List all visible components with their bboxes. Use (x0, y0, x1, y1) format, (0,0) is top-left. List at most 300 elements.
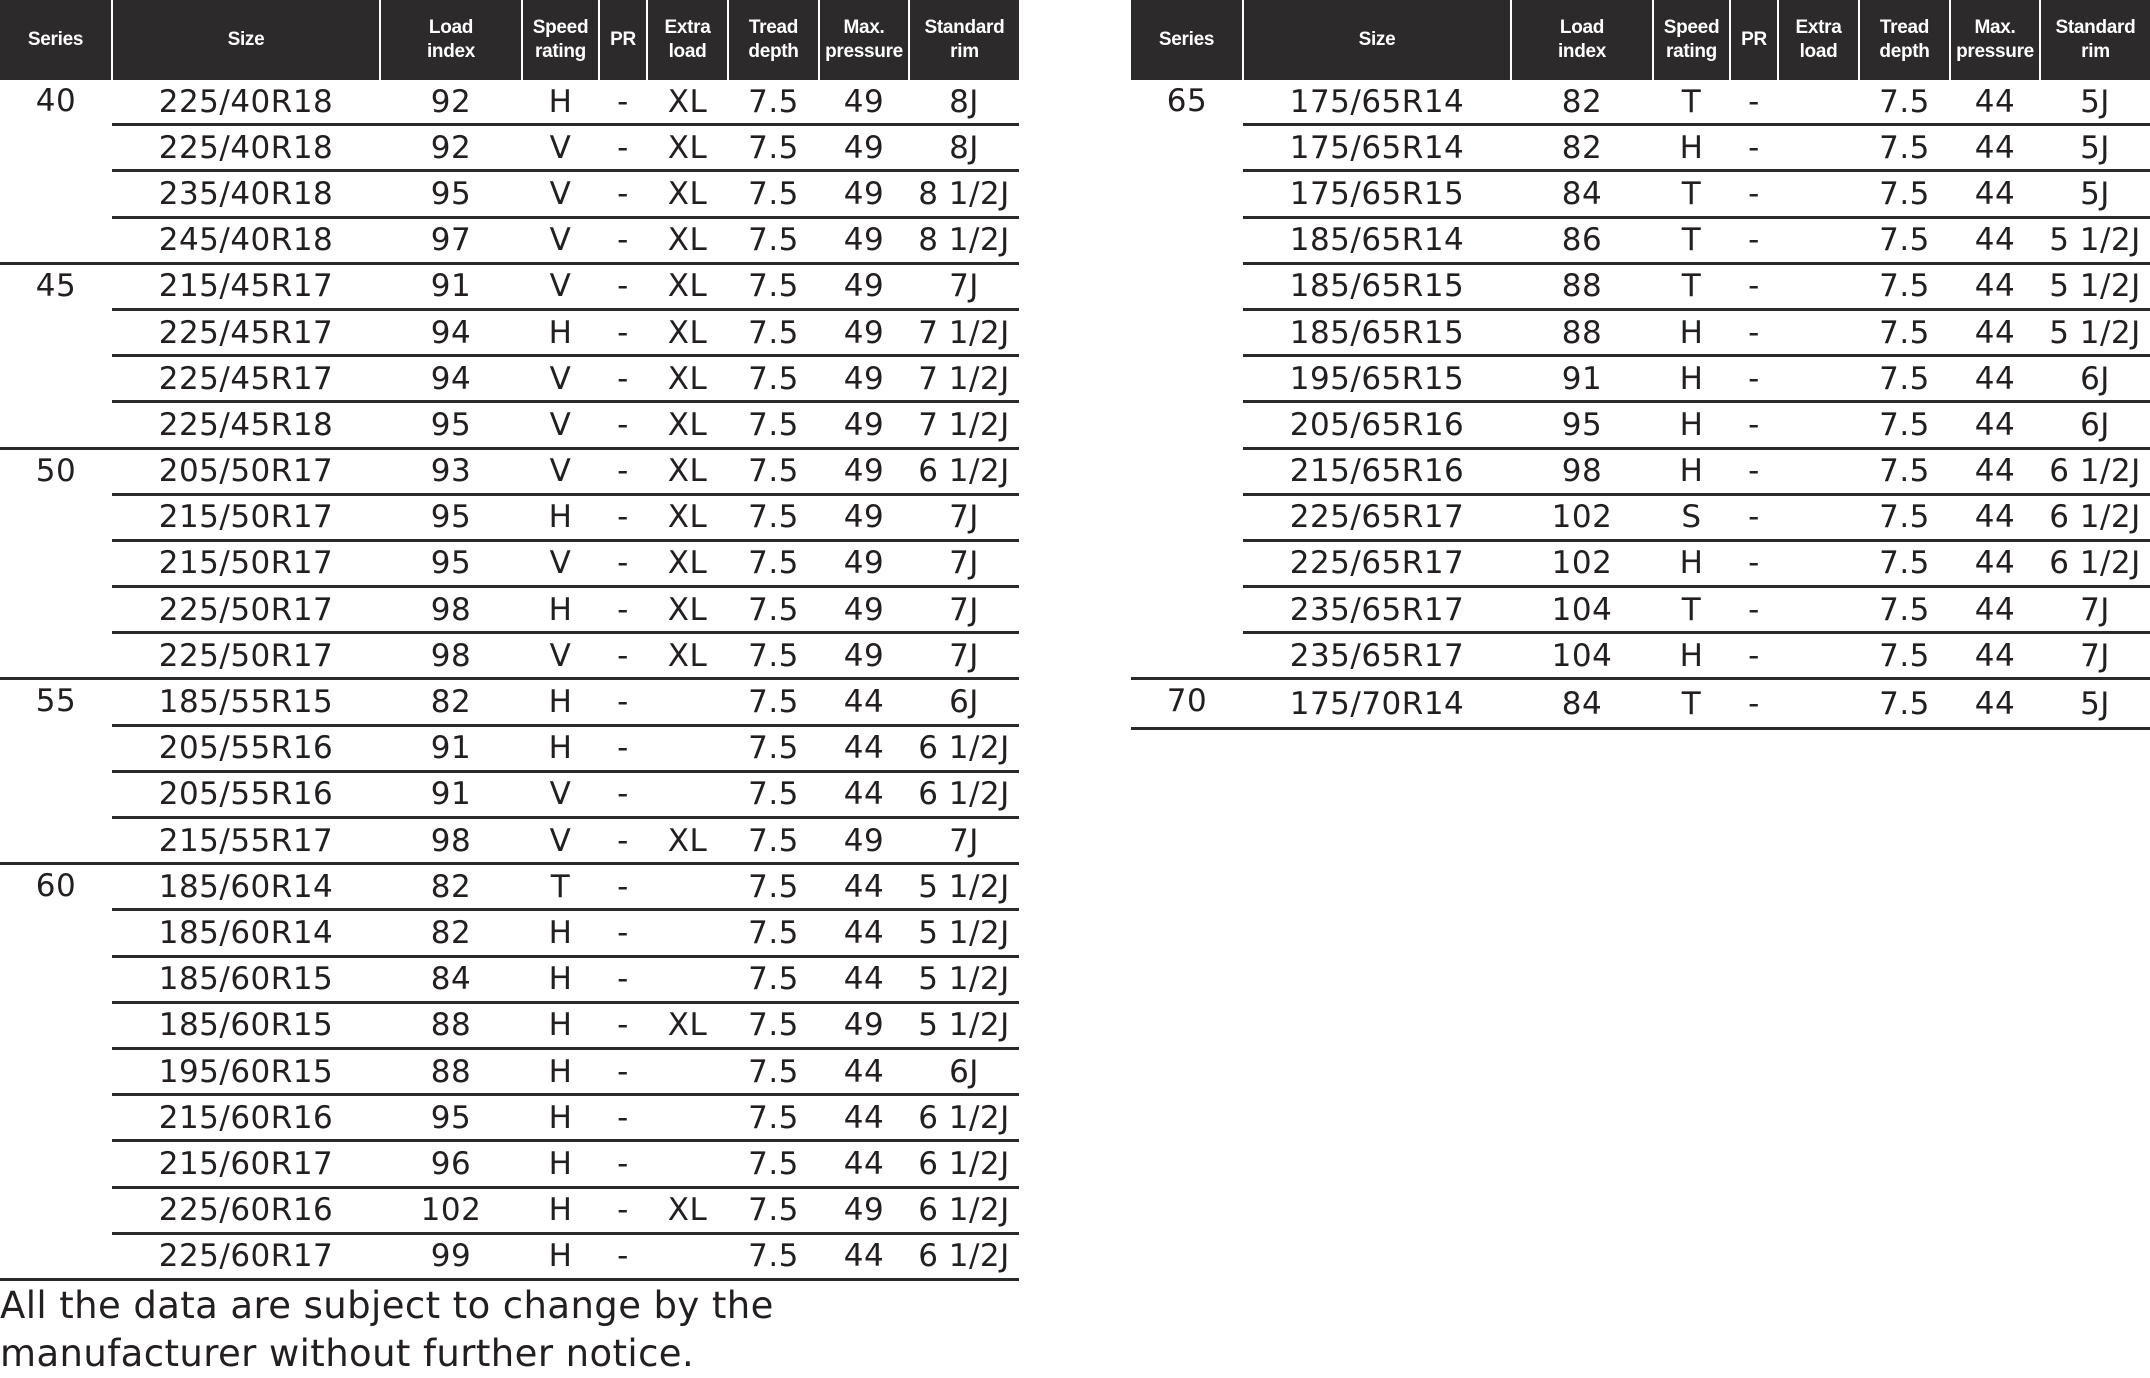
tread-depth-cell: 7.5 (1859, 309, 1950, 355)
table-row (1131, 309, 2150, 355)
speed-rating-cell: V (522, 263, 599, 309)
size-cell: 225/40R18 (112, 80, 380, 125)
load-index-cell: 95 (380, 494, 522, 540)
pr-cell: - (599, 402, 647, 448)
max-pressure-cell: 44 (1950, 402, 2040, 448)
extra-load-cell (1778, 171, 1859, 217)
load-index-cell: 88 (380, 1048, 522, 1094)
tread-depth-cell: 7.5 (728, 725, 819, 771)
header-row (0, 0, 1019, 80)
speed-rating-cell: V (522, 818, 599, 864)
load-index-cell: 93 (380, 448, 522, 494)
table-row (0, 309, 1019, 355)
speed-rating-cell: H (522, 494, 599, 540)
standard-rim-cell: 5 1/2J (909, 910, 1019, 956)
standard-rim-cell: 6 1/2J (909, 1187, 1019, 1233)
size-cell: 205/55R16 (112, 725, 380, 771)
max-pressure-cell: 44 (819, 771, 909, 817)
extra-load-cell: XL (647, 1187, 728, 1233)
tread-depth-cell: 7.5 (728, 910, 819, 956)
max-pressure-cell: 49 (819, 818, 909, 864)
size-cell: 195/65R15 (1243, 356, 1511, 402)
table-row (0, 956, 1019, 1002)
pr-cell: - (599, 356, 647, 402)
tread-depth-cell: 7.5 (728, 818, 819, 864)
pr-cell: - (599, 818, 647, 864)
max-pressure-cell: 44 (1950, 80, 2040, 125)
tread-depth-cell: 7.5 (728, 771, 819, 817)
speed-rating-cell: T (1653, 263, 1730, 309)
extra-load-cell (1778, 356, 1859, 402)
standard-rim-cell: 7J (909, 818, 1019, 864)
pr-cell: - (599, 494, 647, 540)
pr-cell: - (1730, 540, 1778, 586)
table-row (0, 1048, 1019, 1094)
max-pressure-cell: 49 (819, 587, 909, 633)
speed-rating-cell: H (1653, 309, 1730, 355)
standard-rim-cell: 6 1/2J (2040, 540, 2150, 586)
size-cell: 215/60R16 (112, 1095, 380, 1141)
extra-load-cell (647, 725, 728, 771)
tread-depth-cell: 7.5 (728, 309, 819, 355)
load-index-cell: 84 (1511, 679, 1653, 728)
pr-cell: - (1730, 633, 1778, 679)
max-pressure-cell: 44 (1950, 171, 2040, 217)
table-body (1131, 80, 2150, 728)
load-index-cell: 82 (380, 679, 522, 725)
load-index-cell: 86 (1511, 217, 1653, 263)
load-index-cell: 98 (380, 587, 522, 633)
series-cell: 45 (0, 263, 112, 448)
size-cell: 225/50R17 (112, 633, 380, 679)
pr-cell: - (599, 1048, 647, 1094)
size-cell: 225/50R17 (112, 587, 380, 633)
max-pressure-cell: 49 (819, 263, 909, 309)
load-index-cell: 84 (1511, 171, 1653, 217)
tread-depth-cell: 7.5 (728, 80, 819, 125)
extra-load-cell: XL (647, 540, 728, 586)
max-pressure-cell: 44 (1950, 263, 2040, 309)
column-header: Load index (380, 0, 522, 80)
pr-cell: - (1730, 125, 1778, 171)
column-header: Standard rim (909, 0, 1019, 80)
table-row (0, 263, 1019, 309)
pr-cell: - (599, 1187, 647, 1233)
standard-rim-cell: 5 1/2J (2040, 263, 2150, 309)
speed-rating-cell: H (522, 1002, 599, 1048)
load-index-cell: 104 (1511, 587, 1653, 633)
load-index-cell: 94 (380, 309, 522, 355)
size-cell: 175/65R15 (1243, 171, 1511, 217)
pr-cell: - (1730, 587, 1778, 633)
size-cell: 205/65R16 (1243, 402, 1511, 448)
load-index-cell: 82 (380, 910, 522, 956)
speed-rating-cell: V (522, 217, 599, 263)
standard-rim-cell: 6 1/2J (909, 725, 1019, 771)
extra-load-cell: XL (647, 448, 728, 494)
size-cell: 205/55R16 (112, 771, 380, 817)
max-pressure-cell: 49 (819, 448, 909, 494)
table-row (1131, 494, 2150, 540)
tread-depth-cell: 7.5 (728, 679, 819, 725)
table-row (1131, 217, 2150, 263)
extra-load-cell (1778, 263, 1859, 309)
load-index-cell: 99 (380, 1233, 522, 1279)
table-row (0, 864, 1019, 910)
size-cell: 175/65R14 (1243, 125, 1511, 171)
table-row (0, 1141, 1019, 1187)
standard-rim-cell: 5J (2040, 80, 2150, 125)
pr-cell: - (599, 1095, 647, 1141)
column-header: Tread depth (728, 0, 819, 80)
standard-rim-cell: 7J (2040, 633, 2150, 679)
extra-load-cell (647, 679, 728, 725)
extra-load-cell: XL (647, 402, 728, 448)
extra-load-cell (647, 1048, 728, 1094)
standard-rim-cell: 5 1/2J (909, 1002, 1019, 1048)
pr-cell: - (599, 725, 647, 771)
pr-cell: - (599, 263, 647, 309)
extra-load-cell: XL (647, 587, 728, 633)
size-cell: 205/50R17 (112, 448, 380, 494)
speed-rating-cell: T (1653, 587, 1730, 633)
table-row (1131, 679, 2150, 728)
load-index-cell: 91 (380, 771, 522, 817)
load-index-cell: 102 (1511, 540, 1653, 586)
table-row (0, 402, 1019, 448)
extra-load-cell (1778, 402, 1859, 448)
extra-load-cell (1778, 125, 1859, 171)
standard-rim-cell: 6J (2040, 356, 2150, 402)
speed-rating-cell: V (522, 633, 599, 679)
speed-rating-cell: H (522, 309, 599, 355)
load-index-cell: 92 (380, 125, 522, 171)
column-header: PR (1730, 0, 1778, 80)
table-row (1131, 633, 2150, 679)
tread-depth-cell: 7.5 (728, 1048, 819, 1094)
table-row (1131, 263, 2150, 309)
tire-spec-table-right (1131, 0, 2150, 730)
disclaimer-notice: All the data are subject to change by the manufacturer without further notice. (0, 1284, 774, 1375)
size-cell: 185/60R14 (112, 910, 380, 956)
size-cell: 225/45R17 (112, 356, 380, 402)
standard-rim-cell: 6J (909, 1048, 1019, 1094)
load-index-cell: 84 (380, 956, 522, 1002)
table-row (0, 494, 1019, 540)
table-row (0, 125, 1019, 171)
extra-load-cell: XL (647, 171, 728, 217)
table-row (0, 1095, 1019, 1141)
table-row (0, 356, 1019, 402)
standard-rim-cell: 7J (909, 587, 1019, 633)
max-pressure-cell: 49 (819, 217, 909, 263)
column-header: Speed rating (1653, 0, 1730, 80)
standard-rim-cell: 6J (909, 679, 1019, 725)
speed-rating-cell: H (522, 679, 599, 725)
extra-load-cell: XL (647, 494, 728, 540)
load-index-cell: 91 (380, 263, 522, 309)
pr-cell: - (599, 540, 647, 586)
table-row (1131, 402, 2150, 448)
pr-cell: - (599, 448, 647, 494)
size-cell: 235/65R17 (1243, 587, 1511, 633)
column-header: Size (1243, 0, 1511, 80)
speed-rating-cell: T (1653, 171, 1730, 217)
max-pressure-cell: 44 (819, 1048, 909, 1094)
speed-rating-cell: H (522, 1095, 599, 1141)
table-row (1131, 80, 2150, 125)
extra-load-cell: XL (647, 125, 728, 171)
standard-rim-cell: 6 1/2J (2040, 448, 2150, 494)
tread-depth-cell: 7.5 (728, 494, 819, 540)
table-row (0, 679, 1019, 725)
max-pressure-cell: 49 (819, 402, 909, 448)
max-pressure-cell: 44 (819, 1095, 909, 1141)
max-pressure-cell: 49 (819, 125, 909, 171)
column-header: Load index (1511, 0, 1653, 80)
size-cell: 225/65R17 (1243, 540, 1511, 586)
pr-cell: - (599, 309, 647, 355)
tread-depth-cell: 7.5 (1859, 402, 1950, 448)
load-index-cell: 82 (1511, 125, 1653, 171)
extra-load-cell: XL (647, 818, 728, 864)
size-cell: 185/60R14 (112, 864, 380, 910)
table-row (1131, 540, 2150, 586)
standard-rim-cell: 7 1/2J (909, 402, 1019, 448)
tread-depth-cell: 7.5 (728, 1187, 819, 1233)
speed-rating-cell: V (522, 448, 599, 494)
series-cell: 65 (1131, 80, 1243, 679)
extra-load-cell (1778, 309, 1859, 355)
size-cell: 225/45R17 (112, 309, 380, 355)
speed-rating-cell: H (522, 1048, 599, 1094)
standard-rim-cell: 5 1/2J (909, 956, 1019, 1002)
column-header: PR (599, 0, 647, 80)
pr-cell: - (599, 80, 647, 125)
column-header: Series (1131, 0, 1243, 80)
max-pressure-cell: 44 (819, 956, 909, 1002)
standard-rim-cell: 6 1/2J (909, 1095, 1019, 1141)
size-cell: 225/60R16 (112, 1187, 380, 1233)
pr-cell: - (599, 956, 647, 1002)
extra-load-cell (1778, 217, 1859, 263)
standard-rim-cell: 8J (909, 125, 1019, 171)
load-index-cell: 95 (380, 1095, 522, 1141)
max-pressure-cell: 49 (819, 80, 909, 125)
extra-load-cell (647, 956, 728, 1002)
series-cell: 50 (0, 448, 112, 679)
size-cell: 215/45R17 (112, 263, 380, 309)
load-index-cell: 91 (380, 725, 522, 771)
standard-rim-cell: 6 1/2J (909, 448, 1019, 494)
series-cell: 70 (1131, 679, 1243, 728)
max-pressure-cell: 44 (819, 679, 909, 725)
table-row (0, 1233, 1019, 1279)
extra-load-cell (1778, 679, 1859, 728)
speed-rating-cell: H (1653, 448, 1730, 494)
tread-depth-cell: 7.5 (1859, 540, 1950, 586)
load-index-cell: 104 (1511, 633, 1653, 679)
load-index-cell: 88 (380, 1002, 522, 1048)
load-index-cell: 92 (380, 80, 522, 125)
standard-rim-cell: 5J (2040, 171, 2150, 217)
standard-rim-cell: 5J (2040, 679, 2150, 728)
max-pressure-cell: 44 (1950, 540, 2040, 586)
load-index-cell: 98 (380, 633, 522, 679)
pr-cell: - (1730, 263, 1778, 309)
extra-load-cell (1778, 80, 1859, 125)
table-row (0, 818, 1019, 864)
standard-rim-cell: 6 1/2J (2040, 494, 2150, 540)
pr-cell: - (599, 1141, 647, 1187)
tread-depth-cell: 7.5 (1859, 494, 1950, 540)
pr-cell: - (599, 1002, 647, 1048)
pr-cell: - (599, 1233, 647, 1279)
max-pressure-cell: 44 (1950, 309, 2040, 355)
pr-cell: - (1730, 217, 1778, 263)
tread-depth-cell: 7.5 (1859, 80, 1950, 125)
max-pressure-cell: 44 (819, 864, 909, 910)
load-index-cell: 96 (380, 1141, 522, 1187)
load-index-cell: 82 (1511, 80, 1653, 125)
speed-rating-cell: S (1653, 494, 1730, 540)
tread-depth-cell: 7.5 (728, 864, 819, 910)
speed-rating-cell: H (1653, 402, 1730, 448)
size-cell: 185/60R15 (112, 1002, 380, 1048)
speed-rating-cell: H (522, 1141, 599, 1187)
table-row (0, 217, 1019, 263)
series-cell: 55 (0, 679, 112, 864)
max-pressure-cell: 44 (1950, 633, 2040, 679)
speed-rating-cell: H (522, 725, 599, 771)
pr-cell: - (1730, 402, 1778, 448)
speed-rating-cell: H (522, 956, 599, 1002)
load-index-cell: 88 (1511, 309, 1653, 355)
extra-load-cell (647, 1095, 728, 1141)
pr-cell: - (1730, 309, 1778, 355)
size-cell: 185/65R15 (1243, 263, 1511, 309)
pr-cell: - (1730, 494, 1778, 540)
max-pressure-cell: 44 (819, 725, 909, 771)
standard-rim-cell: 7J (909, 263, 1019, 309)
table-row (0, 771, 1019, 817)
load-index-cell: 88 (1511, 263, 1653, 309)
speed-rating-cell: T (1653, 679, 1730, 728)
max-pressure-cell: 44 (819, 910, 909, 956)
max-pressure-cell: 44 (1950, 494, 2040, 540)
tread-depth-cell: 7.5 (728, 956, 819, 1002)
extra-load-cell: XL (647, 1002, 728, 1048)
table-row (0, 448, 1019, 494)
table-row (0, 910, 1019, 956)
size-cell: 185/65R14 (1243, 217, 1511, 263)
extra-load-cell (1778, 448, 1859, 494)
size-cell: 185/55R15 (112, 679, 380, 725)
column-header: Max. pressure (819, 0, 909, 80)
tread-depth-cell: 7.5 (728, 125, 819, 171)
table-row (1131, 448, 2150, 494)
speed-rating-cell: V (522, 402, 599, 448)
tread-depth-cell: 7.5 (1859, 171, 1950, 217)
standard-rim-cell: 7J (909, 633, 1019, 679)
standard-rim-cell: 6 1/2J (909, 1141, 1019, 1187)
extra-load-cell (647, 1141, 728, 1187)
size-cell: 175/65R14 (1243, 80, 1511, 125)
standard-rim-cell: 6J (2040, 402, 2150, 448)
tread-depth-cell: 7.5 (728, 448, 819, 494)
max-pressure-cell: 44 (819, 1233, 909, 1279)
load-index-cell: 102 (380, 1187, 522, 1233)
max-pressure-cell: 49 (819, 540, 909, 586)
pr-cell: - (599, 679, 647, 725)
extra-load-cell: XL (647, 356, 728, 402)
series-cell: 60 (0, 864, 112, 1280)
table-row (1131, 125, 2150, 171)
max-pressure-cell: 49 (819, 309, 909, 355)
column-header: Max. pressure (1950, 0, 2040, 80)
pr-cell: - (1730, 356, 1778, 402)
max-pressure-cell: 44 (1950, 356, 2040, 402)
size-cell: 215/55R17 (112, 818, 380, 864)
size-cell: 245/40R18 (112, 217, 380, 263)
extra-load-cell (1778, 540, 1859, 586)
standard-rim-cell: 7J (909, 540, 1019, 586)
tread-depth-cell: 7.5 (1859, 633, 1950, 679)
size-cell: 215/65R16 (1243, 448, 1511, 494)
speed-rating-cell: H (522, 587, 599, 633)
tread-depth-cell: 7.5 (728, 356, 819, 402)
speed-rating-cell: H (1653, 356, 1730, 402)
tread-depth-cell: 7.5 (728, 587, 819, 633)
standard-rim-cell: 7 1/2J (909, 356, 1019, 402)
column-header: Speed rating (522, 0, 599, 80)
extra-load-cell (1778, 587, 1859, 633)
load-index-cell: 82 (380, 864, 522, 910)
table-row (0, 587, 1019, 633)
column-header: Extra load (1778, 0, 1859, 80)
series-cell: 40 (0, 80, 112, 263)
tread-depth-cell: 7.5 (728, 217, 819, 263)
max-pressure-cell: 44 (1950, 587, 2040, 633)
extra-load-cell (647, 771, 728, 817)
pr-cell: - (599, 771, 647, 817)
standard-rim-cell: 8 1/2J (909, 217, 1019, 263)
pr-cell: - (599, 910, 647, 956)
table-row (1131, 587, 2150, 633)
table-row (1131, 356, 2150, 402)
speed-rating-cell: H (1653, 633, 1730, 679)
size-cell: 235/65R17 (1243, 633, 1511, 679)
speed-rating-cell: V (522, 540, 599, 586)
extra-load-cell (647, 910, 728, 956)
standard-rim-cell: 6 1/2J (909, 1233, 1019, 1279)
tread-depth-cell: 7.5 (1859, 587, 1950, 633)
speed-rating-cell: V (522, 125, 599, 171)
max-pressure-cell: 44 (1950, 217, 2040, 263)
tread-depth-cell: 7.5 (728, 633, 819, 679)
table-row (0, 540, 1019, 586)
column-header: Size (112, 0, 380, 80)
speed-rating-cell: H (1653, 125, 1730, 171)
table-row (0, 633, 1019, 679)
header-row (1131, 0, 2150, 80)
speed-rating-cell: H (522, 80, 599, 125)
pr-cell: - (1730, 448, 1778, 494)
size-cell: 225/40R18 (112, 125, 380, 171)
tire-spec-table-left (0, 0, 1019, 1281)
extra-load-cell (647, 864, 728, 910)
column-header: Extra load (647, 0, 728, 80)
